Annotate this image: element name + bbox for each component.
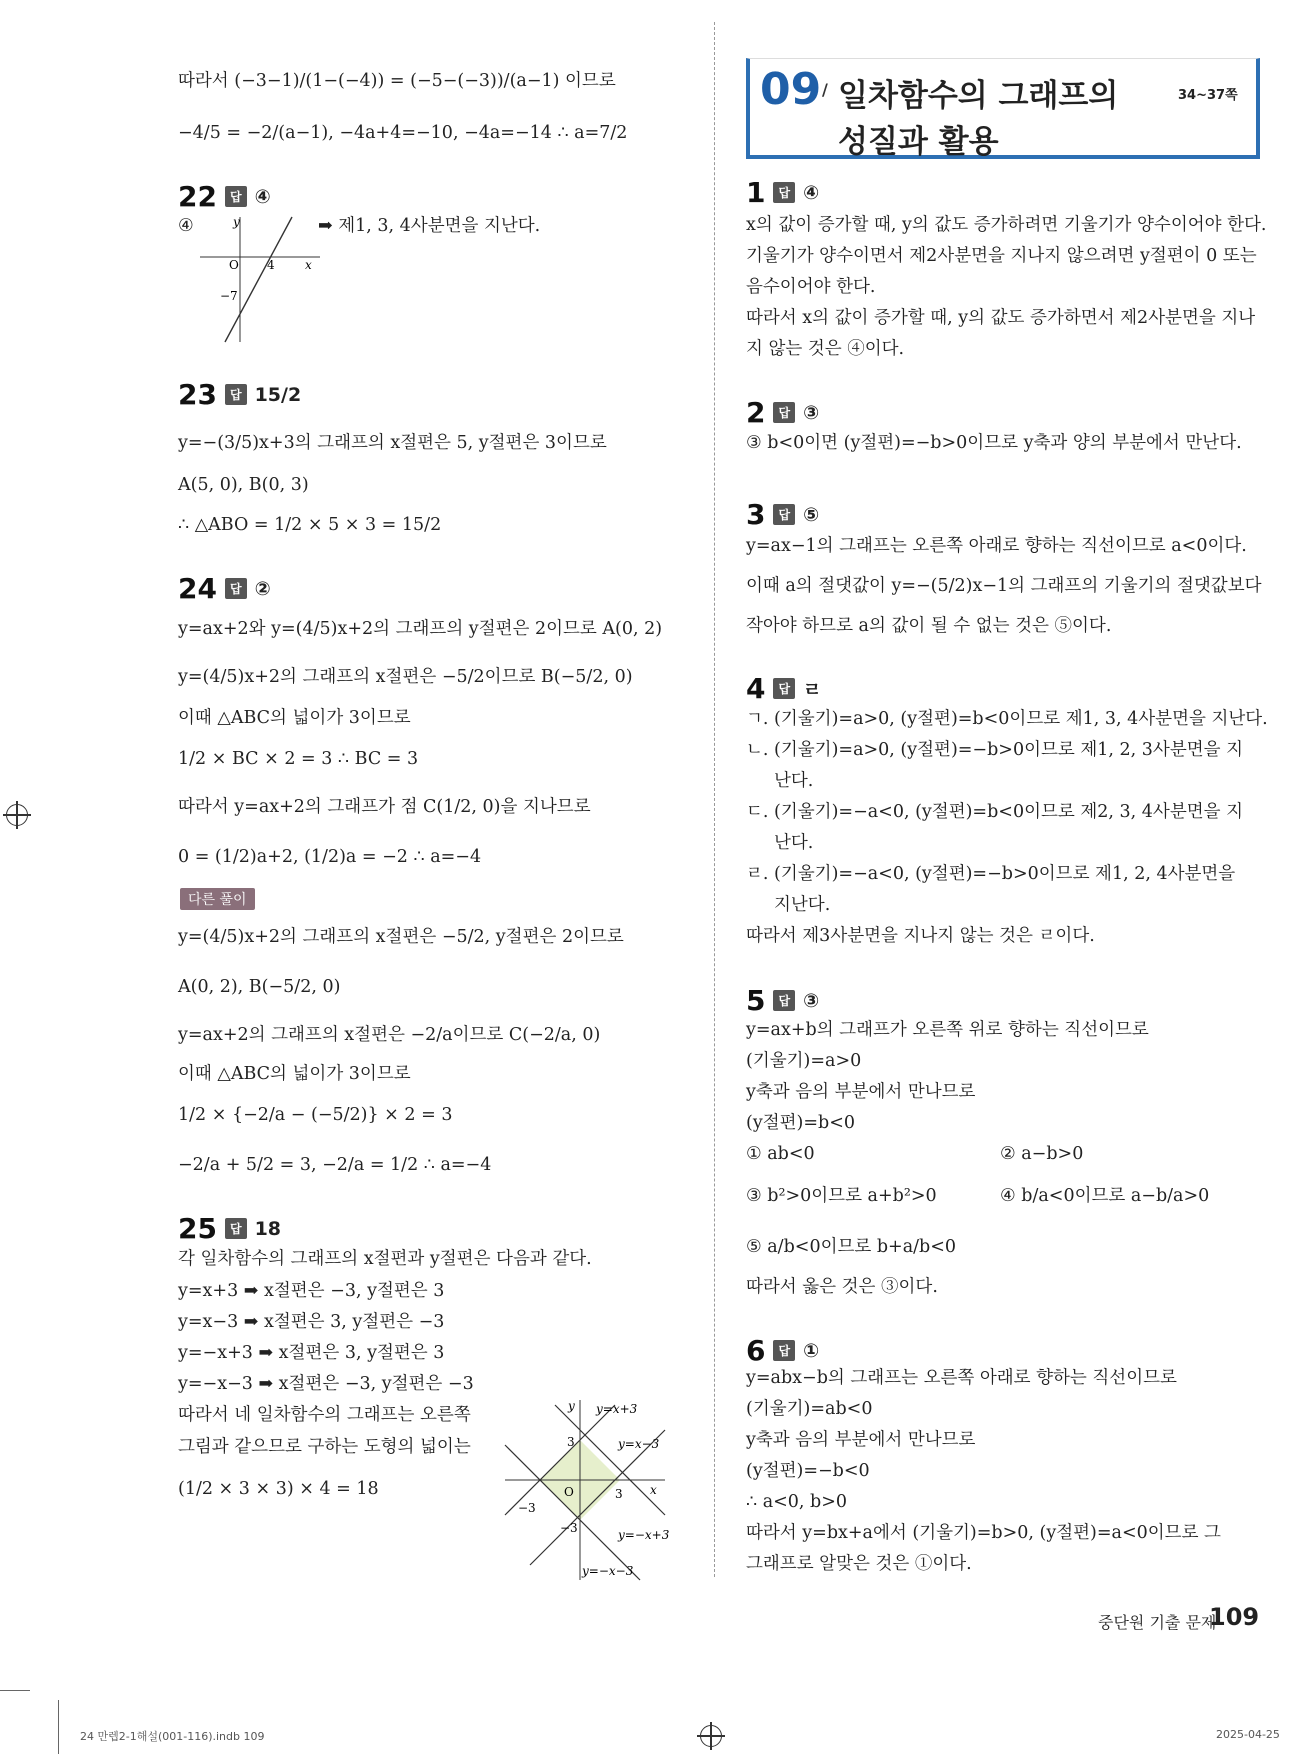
- alt-solution-badge: 다른 풀이: [180, 888, 255, 910]
- answer-value: ④: [254, 185, 271, 208]
- graph-25: [500, 1398, 690, 1583]
- text-line: 따라서 x의 값이 증가할 때, y의 값도 증가하면서 제2사분면을 지나: [746, 308, 1256, 328]
- text-line: 따라서 네 일차함수의 그래프는 오른쪽: [178, 1405, 471, 1425]
- text-line: y=−x+3 ➡ x절편은 3, y절편은 3: [178, 1343, 445, 1363]
- question-number: 22: [178, 180, 217, 213]
- answer-value: ①: [803, 1339, 820, 1362]
- tick-label: 4: [267, 258, 275, 272]
- text-line: −4/5 = −2/(a−1), −4a+4=−10, −4a=−14 ∴ a=7/2: [178, 123, 628, 143]
- answer-badge: 답: [773, 402, 795, 423]
- text-line: 작아야 하므로 a의 값이 될 수 없는 것은 ⑤이다.: [746, 616, 1112, 636]
- question-number: 25: [178, 1212, 217, 1245]
- question-number: 1: [746, 176, 766, 209]
- text-line: 1/2 × {−2/a − (−5/2)} × 2 = 3: [178, 1105, 453, 1125]
- line-label: y=x+3: [596, 1402, 638, 1416]
- question-25-header: [178, 1212, 281, 1245]
- answer-badge: 답: [773, 504, 795, 525]
- tick-label: −3: [518, 1501, 536, 1515]
- text-line: ④: [178, 216, 194, 236]
- question-3-header: [746, 498, 819, 531]
- answer-badge: 답: [773, 990, 795, 1011]
- answer-badge: 답: [773, 678, 795, 699]
- tick-label: 3: [567, 1435, 575, 1449]
- section-pages: 34~37쪽: [1178, 88, 1238, 103]
- text-line: 그림과 같으므로 구하는 도형의 넓이는: [178, 1437, 471, 1457]
- text-line: x의 값이 증가할 때, y의 값도 증가하려면 기울기가 양수이어야 한다.: [746, 215, 1267, 235]
- text-line: y=ax−1의 그래프는 오른쪽 아래로 향하는 직선이므로 a<0이다.: [746, 536, 1247, 556]
- question-number: 4: [746, 672, 766, 705]
- tick-label: −3: [560, 1521, 578, 1535]
- text-line: (y절편)=−b<0: [746, 1461, 870, 1481]
- question-number: 6: [746, 1334, 766, 1367]
- text-line: ∴ △ABO = 1/2 × 5 × 3 = 15/2: [178, 515, 442, 535]
- text-line: 따라서 제3사분면을 지나지 않는 것은 ㄹ이다.: [746, 926, 1095, 946]
- text-line: 1/2 × BC × 2 = 3 ∴ BC = 3: [178, 749, 419, 769]
- answer-value: ⑤: [803, 503, 820, 526]
- text-line: ㄹ. (기울기)=−a<0, (y절편)=−b>0이므로 제1, 2, 4사분면을: [746, 864, 1236, 884]
- question-number: 2: [746, 396, 766, 429]
- text-line: 따라서 y=bx+a에서 (기울기)=b>0, (y절편)=a<0이므로 그: [746, 1523, 1221, 1543]
- graph-22: [195, 212, 325, 347]
- section-number: 09: [760, 64, 822, 115]
- answer-badge: 답: [225, 384, 247, 405]
- question-number: 3: [746, 498, 766, 531]
- answer-badge: 답: [225, 186, 247, 207]
- text-line: A(0, 2), B(−5/2, 0): [178, 977, 341, 997]
- text-line: 따라서 y=ax+2의 그래프가 점 C(1/2, 0)을 지나므로: [178, 797, 591, 817]
- text-line: (기울기)=ab<0: [746, 1399, 873, 1419]
- text-line: ㄴ. (기울기)=a>0, (y절편)=−b>0이므로 제1, 2, 3사분면을 지: [746, 740, 1244, 760]
- footer-title: 중단원 기출 문제: [1098, 1613, 1217, 1632]
- text-line: y축과 음의 부분에서 만나므로: [746, 1430, 976, 1450]
- text-line: 기울기가 양수이면서 제2사분면을 지나지 않으려면 y절편이 0 또는: [746, 246, 1257, 266]
- question-5-header: [746, 984, 819, 1017]
- text-line: ㄷ. (기울기)=−a<0, (y절편)=b<0이므로 제2, 3, 4사분면을 지: [746, 802, 1244, 822]
- question-2-header: [746, 396, 819, 429]
- answer-value: 15/2: [254, 383, 302, 406]
- question-4-header: [746, 672, 821, 705]
- text-line: 이때 △ABC의 넓이가 3이므로: [178, 708, 411, 728]
- answer-badge: 답: [225, 578, 247, 599]
- text-line: y=x+3 ➡ x절편은 −3, y절편은 3: [178, 1281, 445, 1301]
- answer-value: ②: [254, 577, 271, 600]
- question-number: 23: [178, 378, 217, 411]
- text-line: 난다.: [774, 771, 814, 791]
- text-line: ㄱ. (기울기)=a>0, (y절편)=b<0이므로 제1, 3, 4사분면을 지난다.: [746, 709, 1268, 729]
- text-line: ④ b/a<0이므로 a−b/a>0: [1000, 1186, 1210, 1206]
- text-line: 이때 △ABC의 넓이가 3이므로: [178, 1064, 411, 1084]
- text-line: 지 않는 것은 ④이다.: [746, 339, 905, 359]
- registration-mark-icon: [6, 804, 28, 826]
- axis-y-label: y: [568, 1399, 575, 1413]
- print-date: 2025-04-25: [1216, 1728, 1280, 1741]
- question-number: 5: [746, 984, 766, 1017]
- origin-label: O: [564, 1485, 574, 1499]
- question-24-header: [178, 572, 271, 605]
- line-label: y=−x+3: [618, 1528, 670, 1542]
- text-line: y축과 음의 부분에서 만나므로: [746, 1082, 976, 1102]
- text-line: 따라서 옳은 것은 ③이다.: [746, 1277, 938, 1297]
- question-23-header: [178, 378, 301, 411]
- text-line: −2/a + 5/2 = 3, −2/a = 1/2 ∴ a=−4: [178, 1155, 492, 1175]
- text-line: ⑤ a/b<0이므로 b+a/b<0: [746, 1237, 957, 1257]
- axis-y-label: y: [233, 215, 240, 229]
- answer-value: ㄹ: [803, 679, 822, 701]
- text-line: 그래프로 알맞은 것은 ①이다.: [746, 1554, 972, 1574]
- answer-value: ③: [803, 989, 820, 1012]
- text-line: 이때 a의 절댓값이 y=−(5/2)x−1의 그래프의 기울기의 절댓값보다: [746, 576, 1262, 596]
- question-6-header: [746, 1334, 819, 1367]
- text-line: y=ax+2와 y=(4/5)x+2의 그래프의 y절편은 2이므로 A(0, 2): [178, 619, 663, 639]
- text-line: y=x−3 ➡ x절편은 3, y절편은 −3: [178, 1312, 445, 1332]
- section-title: 일차함수의 그래프의: [838, 78, 1119, 114]
- text-line: (y절편)=b<0: [746, 1113, 856, 1133]
- text-line: ③ b²>0이므로 a+b²>0: [746, 1186, 937, 1206]
- text-line: A(5, 0), B(0, 3): [178, 475, 309, 495]
- line-label: y=x−3: [618, 1437, 660, 1451]
- text-line: (1/2 × 3 × 3) × 4 = 18: [178, 1479, 379, 1499]
- crop-mark: [58, 1700, 59, 1754]
- text-line: 0 = (1/2)a+2, (1/2)a = −2 ∴ a=−4: [178, 847, 482, 867]
- axis-x-label: x: [305, 258, 312, 272]
- text-line: ∴ a<0, b>0: [746, 1492, 848, 1512]
- origin-label: O: [229, 258, 239, 272]
- tick-label: −7: [220, 289, 238, 303]
- file-info: 24 만렙2-1해설(001-116).indb 109: [80, 1730, 265, 1743]
- text-line: ① ab<0: [746, 1144, 815, 1164]
- answer-badge: 답: [225, 1218, 247, 1239]
- line-label: y=−x−3: [582, 1564, 634, 1578]
- text-line: 난다.: [774, 833, 814, 853]
- page-number: 109: [1209, 1603, 1260, 1631]
- section-slash: /: [822, 80, 828, 99]
- text-line: 각 일차함수의 그래프의 x절편과 y절편은 다음과 같다.: [178, 1249, 592, 1269]
- text-line: 음수이어야 한다.: [746, 277, 876, 297]
- text-line: ② a−b>0: [1000, 1144, 1084, 1164]
- text-line: ③ b<0이면 (y절편)=−b>0이므로 y축과 양의 부분에서 만난다.: [746, 433, 1242, 453]
- question-22-header: [178, 180, 271, 213]
- text-line: y=abx−b의 그래프는 오른쪽 아래로 향하는 직선이므로: [746, 1368, 1177, 1388]
- column-divider: [714, 22, 715, 1577]
- answer-badge: 답: [773, 1340, 795, 1361]
- text-line: y=(4/5)x+2의 그래프의 x절편은 −5/2이므로 B(−5/2, 0): [178, 667, 633, 687]
- answer-value: ④: [803, 181, 820, 204]
- question-number: 24: [178, 572, 217, 605]
- text-line: y=−x−3 ➡ x절편은 −3, y절편은 −3: [178, 1374, 474, 1394]
- answer-badge: 답: [773, 182, 795, 203]
- tick-label: 3: [615, 1487, 623, 1501]
- text-line: y=(4/5)x+2의 그래프의 x절편은 −5/2, y절편은 2이므로: [178, 927, 624, 947]
- answer-value: 18: [254, 1217, 282, 1240]
- text-line: y=−(3/5)x+3의 그래프의 x절편은 5, y절편은 3이므로: [178, 433, 607, 453]
- text-line: (기울기)=a>0: [746, 1051, 862, 1071]
- text-line: 지난다.: [774, 895, 831, 915]
- crop-mark: [0, 1690, 30, 1691]
- text-line: y=ax+b의 그래프가 오른쪽 위로 향하는 직선이므로: [746, 1020, 1149, 1040]
- registration-mark-icon: [700, 1725, 722, 1747]
- text-line: 따라서 (−3−1)/(1−(−4)) = (−5−(−3))/(a−1) 이므로: [178, 71, 616, 91]
- text-line: ➡ 제1, 3, 4사분면을 지난다.: [318, 216, 541, 236]
- answer-value: ③: [803, 401, 820, 424]
- text-line: y=ax+2의 그래프의 x절편은 −2/a이므로 C(−2/a, 0): [178, 1025, 601, 1045]
- section-subtitle: 성질과 활용: [838, 124, 999, 160]
- question-1-header: [746, 176, 819, 209]
- axis-x-label: x: [650, 1483, 657, 1497]
